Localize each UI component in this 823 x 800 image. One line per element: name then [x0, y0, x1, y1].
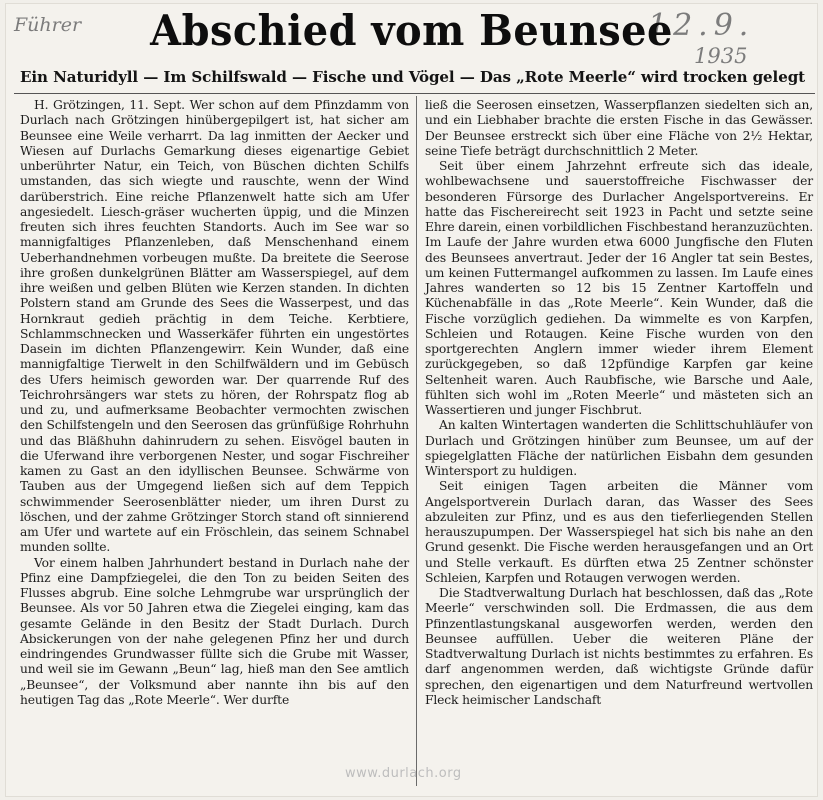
- paragraph: Seit über einem Jahrzehnt erfreute sich das ideale, wohlbewachsene und sauerstoffreiche Fischwasser der besonderen Fürsorge des Durlacher Angelsportvereins. Er hatte das Fischereirecht seit 1923 in Pacht und setzte seine Ehre darein, einen vorbildlichen Fischbestand heranzuzüchten. Im Laufe der Jahre wurden etwa 6000 Jungfische den Fluten des Beunsees anvertraut. Jeder der 16 Angler tat sein Bestes, um keinen Futtermangel aufkommen zu lassen. Im Laufe eines Jahres wanderten so 12 bis 15 Zentner Kartoffeln und Küchenabfälle in das „Rote Meerle“. Kein Wunder, daß die Fische vorzüglich gediehen. Da wimmelte es von Karpfen, Schleien und Rotaugen. Keine Fische wurden von den sportgerechten Anglern immer wieder ihrem Element zurückgegeben, so daß 12pfündige Karpfen gar keine Seltenheit waren. Auch Raubfische, wie Barsche und Aale, fühlten sich wohl im „Roten Meerle“ und mästeten sich an Wassertieren und junger Fischbrut.: [425, 159, 813, 417]
- column-divider: [416, 96, 417, 786]
- watermark: www.durlach.org: [345, 766, 462, 781]
- article-column-right: [425, 98, 813, 708]
- headline: Abschied vom Beunsee: [150, 6, 673, 55]
- header-rule: [14, 93, 815, 94]
- handwritten-date: 12.9.: [648, 8, 755, 43]
- handwritten-note: Führer: [14, 14, 82, 36]
- paragraph: H. Grötzingen, 11. Sept. Wer schon auf dem Pfinzdamm von Durlach nach Grötzingen hinübergepilgert ist, hat sicher am Beunsee eine Weile verharrt. Da lag inmitten der Aecker und Wiesen auf Durlachs Gemarkung dieses eigenartige Gebiet unberührter Natur, ein Teich, von Büschen dichten Schilfs umstanden, das sich wiegte und rauschte, wenn der Wind darüberstrich. Eine reiche Pflanzenwelt hatte sich am Ufer angesiedelt. Liesch-gräser wucherten üppig, und die Minzen freuten sich ihres feuchten Standorts. Auch im See war so mannigfaltiges Pflanzenleben, daß Menschenhand einem Ueberhandnehmen vorbeugen mußte. Da breitete die Seerose ihre großen dunkelgrünen Blätter am Wasserspiegel, auf dem ihre weißen und gelben Blüten wie Kerzen standen. In dichten Polstern stand am Grunde des Sees die Wasserpest, und das Hornkraut gedieh prächtig in dem Teiche. Kerbtiere, Schlammschnecken und Wasserkäfer führten ein ungestörtes Dasein im dichten Pflanzengewirr. Kein Wunder, daß eine mannigfaltige Tierwelt in den Schilfwäldern und im Gebüsch des Ufers heimisch geworden war. Der quarrende Ruf des Teichrohrsängers war stets zu hören, der Rohrspatz flog ab und zu, und aufmerksame Beobachter vermochten zwischen den Schilfstengeln und den Seerosen das grünfüßige Rohrhuhn und das Bläßhuhn dahinrudern zu sehen. Eisvögel bauten in die Uferwand ihre verborgenen Nester, und sogar Fischreiher kamen zu Gast an den idyllischen Beunsee. Schwärme von Tauben aus der Umgegend ließen sich auf dem Teppich schwimmender Seerosenblätter nieder, um ihren Durst zu löschen, und der zahme Grötzinger Storch stand oft sinnierend am Ufer und wartete auf ein Fröschlein, das seinem Schnabel munden sollte.: [20, 98, 409, 555]
- paragraph: Vor einem halben Jahrhundert bestand in Durlach nahe der Pfinz eine Dampfziegelei, die den Ton zu beiden Seiten des Flusses abgrub. Eine solche Lehmgrube war ursprünglich der Beunsee. Als vor 50 Jahren etwa die Ziegelei einging, kam das gesamte Gelände in den Besitz der Stadt Durlach. Durch Absickerungen von der nahe gelegenen Pfinz her und durch eindringendes Grundwasser füllte sich die Grube mit Wasser, und weil sie im Gewann „Beun“ lag, hieß man den See amtlich „Beunsee“, der Volksmund aber nannte ihn bis auf den heutigen Tag das „Rote Meerle“. Wer durfte: [20, 555, 409, 707]
- paragraph: ließ die Seerosen einsetzen, Wasserpflanzen siedelten sich an, und ein Liebhaber brachte die ersten Fische in das Gewässer. Der Beunsee erstreckt sich über eine Fläche von 2½ Hektar, seine Tiefe beträgt durchschnittlich 2 Meter.: [425, 98, 813, 158]
- subheadline: Ein Naturidyll — Im Schilfswald — Fische und Vögel — Das „Rote Meerle“ wird trocken gelegt: [20, 68, 806, 86]
- handwritten-year: 1935: [694, 44, 748, 68]
- paragraph: An kalten Wintertagen wanderten die Schlittschuhläufer von Durlach und Grötzingen hinüber zum Beunsee, um auf der spiegelglatten Fläche der natürlichen Eisbahn dem gesunden Wintersport zu huldigen.: [425, 418, 813, 478]
- paragraph: Die Stadtverwaltung Durlach hat beschlossen, daß das „Rote Meerle“ verschwinden soll. Die Erdmassen, die aus dem Pfinzentlastungskanal ausgeworfen werden, werden den Beunsee auffüllen. Ueber die weiteren Pläne der Stadtverwaltung Durlach ist nichts bestimmtes zu erfahren. Es darf angenommen werden, daß wichtigste Gründe dafür sprechen, den eigenartigen und dem Naturfreund wertvollen Fleck heimischer Landschaft: [425, 586, 813, 707]
- paragraph: Seit einigen Tagen arbeiten die Männer vom Angelsportverein Durlach daran, das Wasser des Sees abzuleiten zur Pfinz, und es aus den tieferliegenden Stellen herauszupumpen. Der Wasserspiegel hat sich bis nahe an den Grund gesenkt. Die Fische werden herausgefangen und an Ort und Stelle verkauft. Es dürften etwa 25 Zentner schönster Schleien, Karpfen und Rotaugen verwogen werden.: [425, 479, 813, 585]
- article-column-left: [20, 98, 409, 708]
